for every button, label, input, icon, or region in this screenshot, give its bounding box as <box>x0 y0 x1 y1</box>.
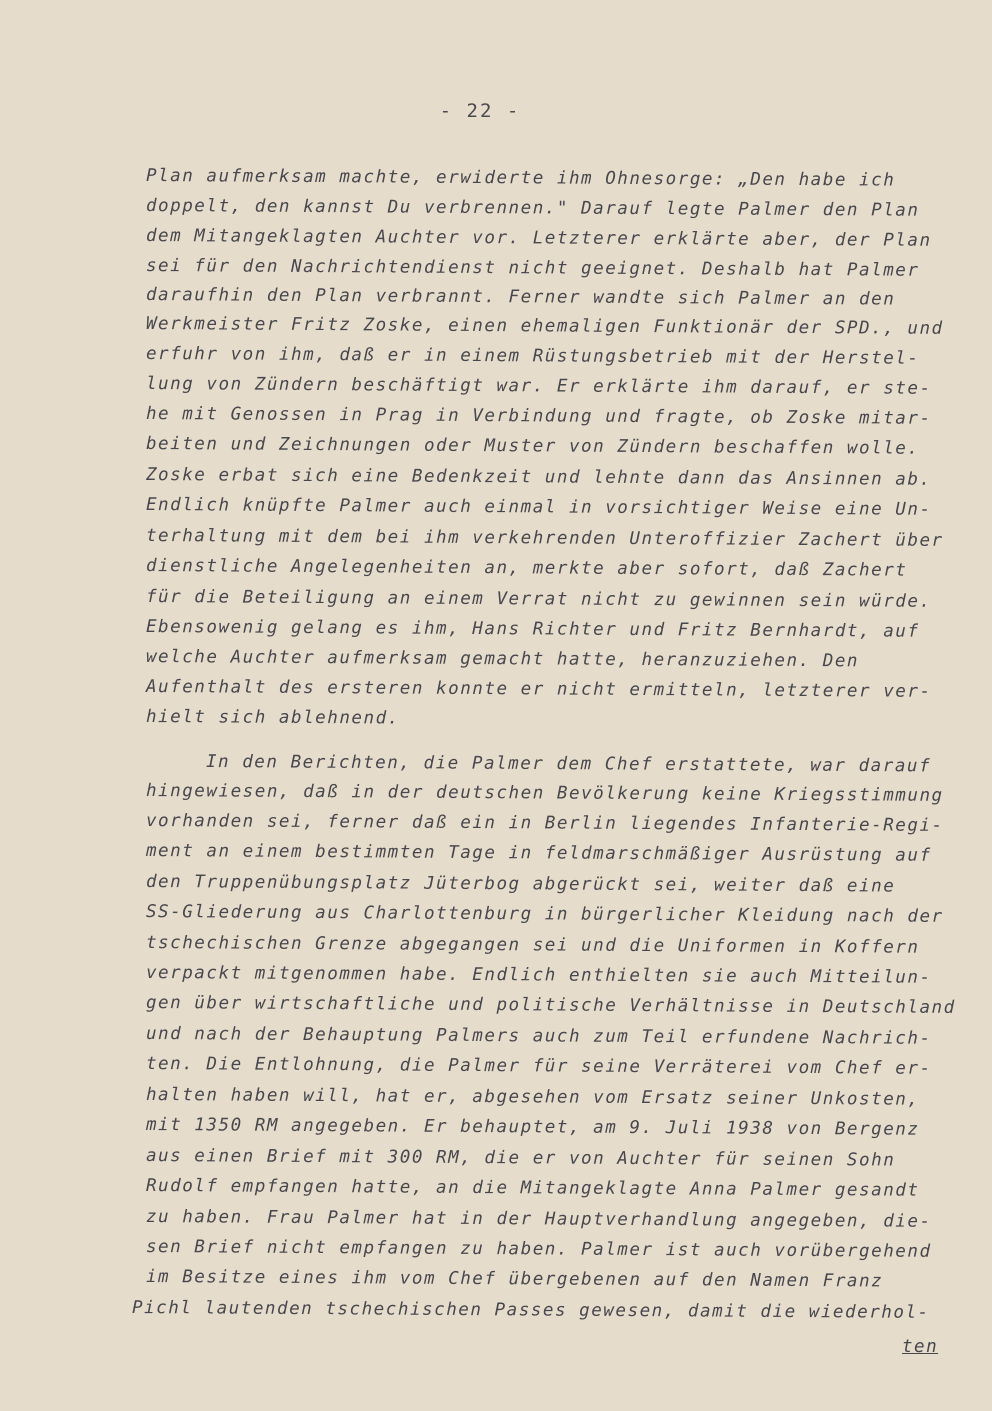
text-line: beiten und Zeichnungen oder Muster von Zündern beschaffen wolle. <box>145 434 920 459</box>
text-line: Werkmeister Fritz Zoske, einen ehemaligen Funktionär der SPD., und <box>145 314 944 339</box>
text-line: im Besitze eines ihm vom Chef übergebenen auf den Namen Franz <box>145 1267 884 1292</box>
page-number: - 22 - <box>439 100 521 122</box>
text-line: sen Brief nicht empfangen zu haben. Palmer ist auch vorübergehend <box>145 1237 932 1262</box>
text-line: den Truppenübungsplatz Jüterbog abgerückt sei, weiter daß eine <box>145 872 896 897</box>
text-line: In den Berichten, die Palmer dem Chef erstattete, war darauf <box>205 752 932 777</box>
text-line: welche Auchter aufmerksam gemacht hatte, heranzuziehen. Den <box>145 647 860 672</box>
text-line: hingewiesen, daß in der deutschen Bevölkerung keine Kriegsstimmung <box>145 781 944 806</box>
text-line: Plan aufmerksam machte, erwiderte ihm Ohnesorge: „Den habe ich <box>145 166 896 191</box>
text-line: Aufenthalt des ersteren konnte er nicht ermitteln, letzterer ver- <box>145 677 932 702</box>
text-line: doppelt, den kannst Du verbrennen." Darauf legte Palmer den Plan <box>145 196 920 221</box>
text-line: verpackt mitgenommen habe. Endlich enthielten sie auch Mitteilun- <box>145 963 932 988</box>
text-line: Endlich knüpfte Palmer auch einmal in vorsichtiger Weise eine Un- <box>145 495 932 520</box>
text-line: dem Mitangeklagten Auchter vor. Letzterer erklärte aber, der Plan <box>145 226 932 251</box>
text-line: he mit Genossen in Prag in Verbindung und fragte, ob Zoske mitar- <box>145 404 932 429</box>
text-line: halten haben will, hat er, abgesehen vom Ersatz seiner Unkosten, <box>145 1085 920 1110</box>
text-line: gen über wirtschaftliche und politische Verhältnisse in Deutschland <box>145 993 956 1018</box>
text-line: dienstliche Angelegenheiten an, merkte aber sofort, daß Zachert <box>145 556 908 581</box>
text-line: ten. Die Entlohnung, die Palmer für seine Verräterei vom Chef er- <box>145 1054 932 1079</box>
text-line: Rudolf empfangen hatte, an die Mitangeklagte Anna Palmer gesandt <box>145 1176 920 1201</box>
text-line: vorhanden sei, ferner daß ein in Berlin liegendes Infanterie-Regi- <box>145 811 944 836</box>
text-line: aus einen Brief mit 300 RM, die er von Auchter für seinen Sohn <box>145 1146 896 1171</box>
text-line: Ebensowenig gelang es ihm, Hans Richter und Fritz Bernhardt, auf <box>145 617 920 642</box>
text-line: SS-Gliederung aus Charlottenburg in bürgerlicher Kleidung nach der <box>145 902 944 927</box>
text-line: Zoske erbat sich eine Bedenkzeit und lehnte dann das Ansinnen ab. <box>145 465 932 490</box>
text-line: mit 1350 RM angegeben. Er behauptet, am 9. Juli 1938 von Bergenz <box>145 1115 920 1140</box>
text-line: zu haben. Frau Palmer hat in der Hauptverhandlung angegeben, die- <box>145 1207 932 1232</box>
text-line: für die Beteiligung an einem Verrat nicht zu gewinnen sein würde. <box>145 587 932 612</box>
text-line: terhaltung mit dem bei ihm verkehrenden Unteroffizier Zachert über <box>145 526 944 551</box>
text-line: und nach der Behauptung Palmers auch zum Teil erfundene Nachrich- <box>145 1024 932 1049</box>
text-line: daraufhin den Plan verbrannt. Ferner wandte sich Palmer an den <box>145 285 896 310</box>
text-line: hielt sich ablehnend. <box>145 707 400 729</box>
text-line: sei für den Nachrichtendienst nicht geeignet. Deshalb hat Palmer <box>145 256 920 281</box>
text-line: tschechischen Grenze abgegangen sei und die Uniformen in Koffern <box>145 933 920 958</box>
text-line: Pichl lautenden tschechischen Passes gewesen, damit die wiederhol- <box>131 1298 930 1323</box>
text-line: erfuhr von ihm, daß er in einem Rüstungsbetrieb mit der Herstel- <box>145 344 920 369</box>
text-line: ment an einem bestimmten Tage in feldmarschmäßiger Ausrüstung auf <box>145 841 932 866</box>
catchword: ten <box>902 1337 939 1357</box>
text-line: lung von Zündern beschäftigt war. Er erklärte ihm darauf, er ste- <box>145 374 932 399</box>
